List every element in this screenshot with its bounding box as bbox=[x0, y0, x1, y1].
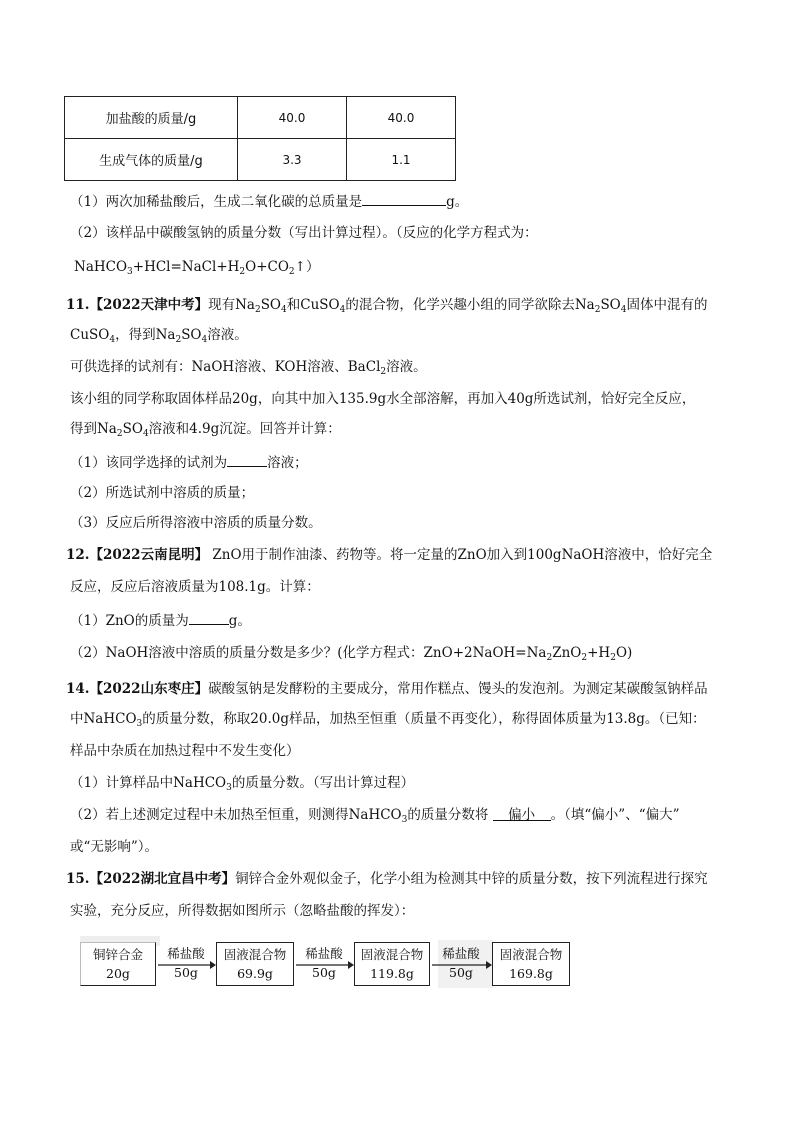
table-cell-label: 加盐酸的质量/g bbox=[65, 97, 238, 139]
flow-arrow-label: 稀盐酸 50g bbox=[305, 946, 343, 980]
flow-arrow-label: 稀盐酸 50g bbox=[442, 946, 480, 980]
q10-part1: （1）两次加稀盐酸后，生成二氧化碳的总质量是 g。 bbox=[70, 191, 468, 211]
table-row bbox=[65, 139, 456, 181]
q14-part1: （1）计算样品中NaHCO$_3$的质量分数。（写出计算过程） bbox=[70, 775, 415, 793]
flow-box-step: 固液混合物 169.8g bbox=[492, 942, 570, 986]
answer-blank bbox=[189, 610, 229, 625]
q11-line2: CuSO$_4$，得到$Na_2SO_4$溶液。 bbox=[70, 327, 248, 345]
q11-line1: 11.【2022天津中考】现有$Na_2SO_4$和CuSO$_4$的混合物，化学兴趣小组的同学欲除去$Na_2SO_4$固体中混有的 bbox=[66, 297, 708, 315]
arrow-right-icon bbox=[296, 961, 354, 969]
table-cell-value: 1.1 bbox=[347, 139, 456, 181]
q14-line1: 14.【2022山东枣庄】碳酸氢钠是发酵粉的主要成分，常用作糕点、馒头的发泡剂。为测定某碳酸氢钠样品 bbox=[66, 681, 708, 697]
data-table bbox=[64, 96, 456, 181]
q11-line5: 得到$Na_2SO_4$溶液和4.9g沉淀。回答并计算： bbox=[70, 421, 341, 439]
flow-box-step: 固液混合物 119.8g bbox=[354, 942, 430, 986]
table-cell-value: 40.0 bbox=[238, 97, 347, 139]
q15-line1: 15.【2022湖北宜昌中考】铜锌合金外观似金子，化学小组为检测其中锌的质量分数，按下列流程进行探究 bbox=[66, 871, 708, 887]
q11-part3: （3）反应后所得溶液中溶质的质量分数。 bbox=[70, 515, 322, 531]
table-row bbox=[65, 97, 456, 139]
q11-line3: 可供选择的试剂有：NaOH溶液、KOH溶液、BaCl$_2$溶液。 bbox=[70, 359, 427, 377]
table-cell-label: 生成气体的质量/g bbox=[65, 139, 238, 181]
q15-line2: 实验，充分反应，所得数据如图所示（忽略盐酸的挥发）： bbox=[70, 903, 415, 919]
q14-line3: 样品中杂质在加热过程中不发生变化） bbox=[70, 743, 300, 759]
q11-part2: （2）所选试剂中溶质的质量； bbox=[70, 485, 255, 501]
answer-blank bbox=[227, 452, 267, 467]
flow-arrow-label: 稀盐酸 50g bbox=[167, 946, 205, 980]
q12-part1: （1）ZnO的质量为 g。 bbox=[70, 610, 251, 630]
q10-part2: （2）该样品中碳酸氢钠的质量分数（写出计算过程）。（反应的化学方程式为： bbox=[70, 225, 538, 241]
flow-box-start: 铜锌合金 20g bbox=[80, 942, 156, 986]
arrow-right-icon bbox=[432, 961, 492, 969]
q10-equation: $NaHCO_3+HCl=NaCl+H_2O+CO_2↑$） bbox=[74, 259, 320, 277]
answer-blank bbox=[362, 191, 446, 206]
table-cell-value: 40.0 bbox=[347, 97, 456, 139]
flow-box-step: 固液混合物 69.9g bbox=[216, 942, 294, 986]
q11-part1: （1）该同学选择的试剂为 溶液； bbox=[70, 452, 308, 472]
q12-part2: （2）NaOH溶液中溶质的质量分数是多少？(化学方程式：$ZnO+2NaOH=Na_2ZnO_2+H_2O$) bbox=[70, 645, 633, 663]
q12-line1: 12.【2022云南昆明】 ZnO用于制作油漆、药物等。将一定量的ZnO加入到100gNaOH溶液中，恰好完全 bbox=[66, 547, 713, 563]
q12-line2: 反应，反应后溶液质量为108.1g。计算： bbox=[70, 579, 320, 595]
arrow-right-icon bbox=[158, 961, 216, 969]
q14-line2: 中NaHCO$_3$的质量分数，称取20.0g样品，加热至恒重（质量不再变化），称得固体质量为13.8g。（已知： bbox=[70, 711, 706, 729]
flow-diagram bbox=[80, 942, 580, 988]
q14-part2-cont: 或“无影响”）。 bbox=[70, 839, 159, 855]
answer-blank-filled: 偏小 bbox=[493, 806, 551, 821]
q11-line4: 该小组的同学称取固体样品20g，向其中加入135.9g水全部溶解，再加入40g所选试剂，恰好完全反应， bbox=[70, 391, 696, 407]
q14-part2: （2）若上述测定过程中未加热至恒重，则测得NaHCO$_3$的质量分数将 偏小 。（填“偏小”、“偏大” bbox=[70, 807, 680, 825]
table-cell-value: 3.3 bbox=[238, 139, 347, 181]
